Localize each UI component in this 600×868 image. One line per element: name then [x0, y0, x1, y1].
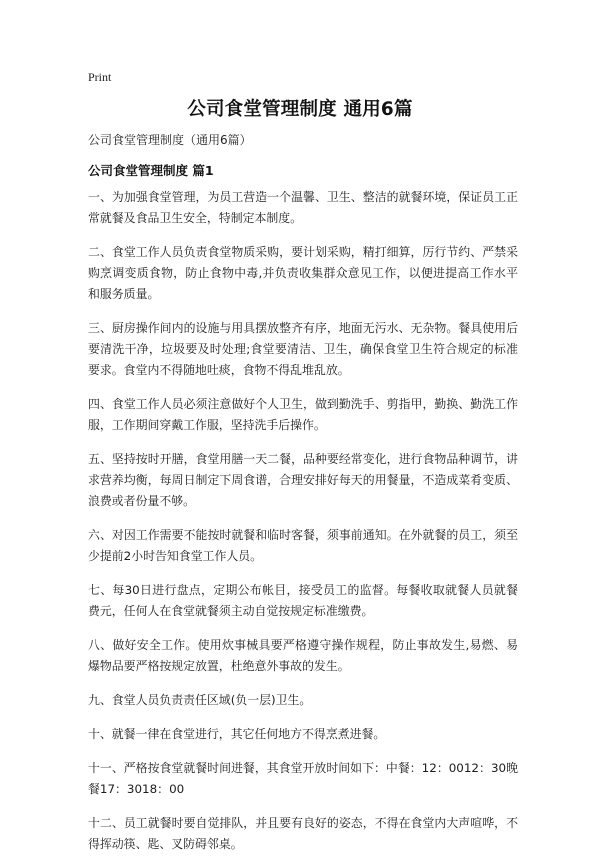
paragraph-1: 一、为加强食堂管理，为员工营造一个温馨、卫生、整洁的就餐环境，保证员工正常就餐及食品卫生安全，特制定本制度。	[88, 190, 518, 225]
paragraph-8: 八、做好安全工作。使用炊事械具要严格遵守操作规程，防止事故发生,易燃、易爆物品要严格按规定放置，杜绝意外事故的发生。	[88, 638, 518, 673]
paragraph-6: 六、对因工作需要不能按时就餐和临时客餐，须事前通知。在外就餐的员工，须至少提前2小时告知食堂工作人员。	[88, 528, 518, 563]
paragraph-9: 九、食堂人员负责责任区域(负一层)卫生。	[88, 693, 312, 707]
document-subtitle: 公司食堂管理制度（通用6篇）	[88, 133, 252, 147]
paragraph-10: 十、就餐一律在食堂进行，其它任何地方不得烹煮进餐。	[88, 727, 386, 741]
section-heading: 公司食堂管理制度 篇1	[88, 163, 214, 178]
page-title: 公司食堂管理制度 通用6篇	[187, 99, 413, 120]
paragraph-4: 四、食堂工作人员必须注意做好个人卫生，做到勤洗手、剪指甲，勤换、勤洗工作服，工作期间穿戴工作服，坚持洗手后操作。	[88, 397, 518, 432]
paragraph-11: 十一、严格按食堂就餐时间进餐，其食堂开放时间如下：中餐：12：0012：30晚餐17：3018：00	[88, 761, 518, 796]
paragraph-12: 十二、员工就餐时要自觉排队，并且要有良好的姿态，不得在食堂内大声喧哗，不得挥动筷、匙、叉防碍邻桌。	[88, 816, 518, 851]
paragraph-5: 五、坚持按时开膳，食堂用膳一天二餐，品种要经常变化，进行食物品种调节，讲求营养均衡，每周日制定下周食谱，合理安排好每天的用餐量，不造成菜肴变质、浪费或者份量不够。	[88, 452, 518, 508]
paragraph-7: 七、每30日进行盘点，定期公布帐目，接受员工的监督。每餐收取就餐人员就餐费元，任何人在食堂就餐须主动自觉按规定标准缴费。	[88, 583, 518, 618]
print-link[interactable]: Print	[88, 70, 112, 84]
document-body	[88, 187, 518, 868]
paragraph-3: 三、厨房操作间内的设施与用具摆放整齐有序，地面无污水、无杂物。餐具使用后要清洗干净，垃圾要及时处理;食堂要清洁、卫生，确保食堂卫生符合规定的标准要求。食堂内不得随地吐痰，食物不得乱堆乱放。	[88, 321, 518, 377]
paragraph-2: 二、食堂工作人员负责食堂物质采购，要计划采购，精打细算，厉行节约、严禁采购烹调变质食物，防止食物中毒,并负责收集群众意见工作，以便进提高工作水平和服务质量。	[88, 245, 518, 301]
